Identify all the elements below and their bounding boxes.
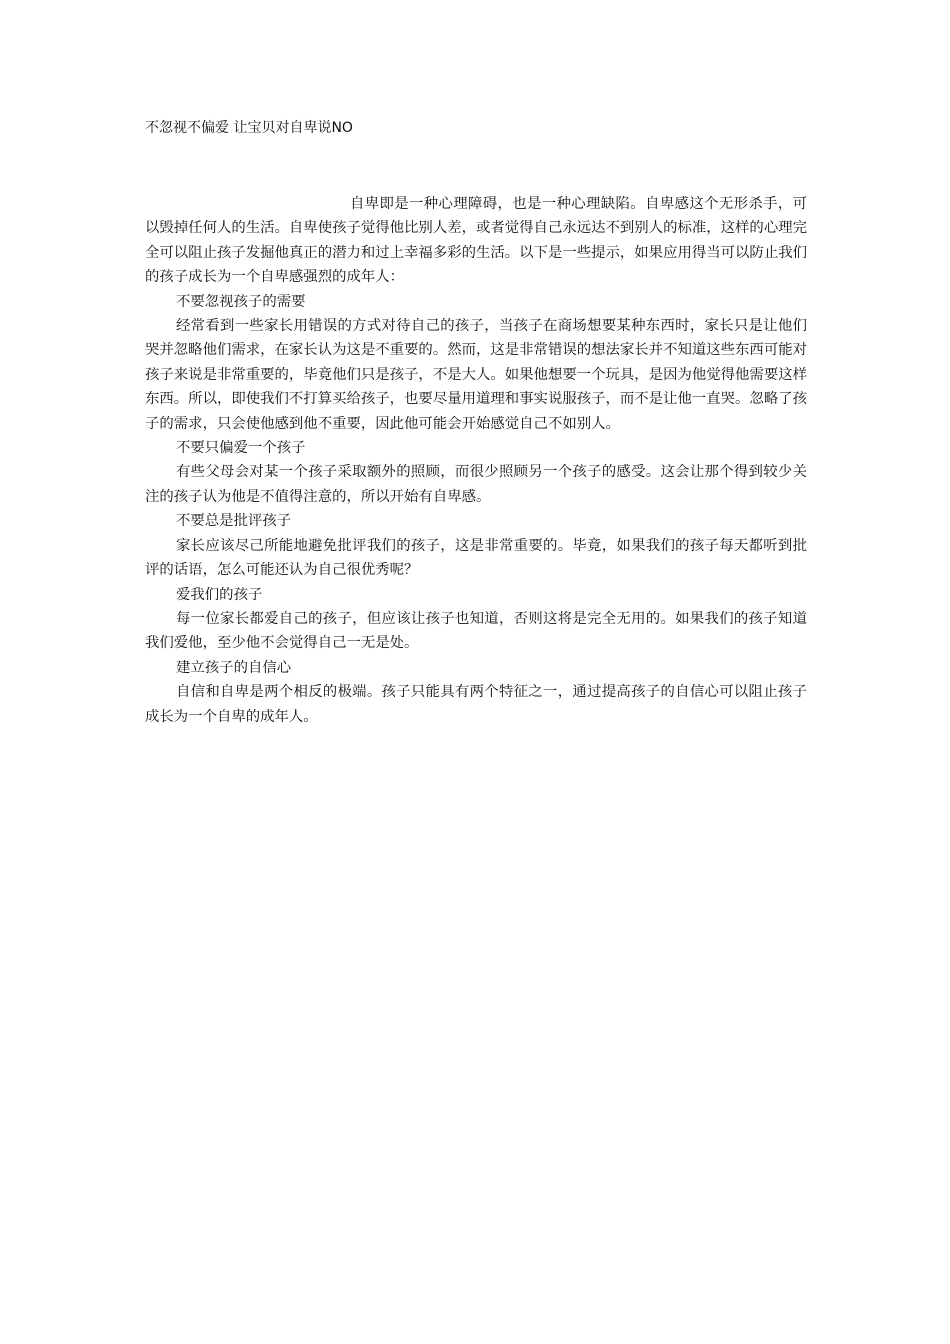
section-paragraph: 家长应该尽己所能地避免批评我们的孩子，这是非常重要的。毕竟，如果我们的孩子每天都听到批评的话语，怎么可能还认为自己很优秀呢？	[145, 537, 807, 579]
section-paragraph: 每一位家长都爱自己的孩子，但应该让孩子也知道，否则这将是完全无用的。如果我们的孩子知道我们爱他，至少他不会觉得自己一无是处。	[145, 610, 807, 652]
section-heading: 不要总是批评孩子	[176, 513, 292, 530]
section-heading: 爱我们的孩子	[176, 586, 263, 603]
document-body	[145, 192, 807, 729]
document-title: 不忽视不偏爱 让宝贝对自卑说NO	[145, 120, 353, 136]
intro-paragraph: 自卑即是一种心理障碍，也是一种心理缺陷。自卑感这个无形杀手，可以毁掉任何人的生活。自卑使孩子觉得他比别人差，或者觉得自己永远达不到别人的标准，这样的心理完全可以阻止孩子发掘他真正的潜力和过上幸福多彩的生活。以下是一些提示，如果应用得当可以防止我们的孩子成长为一个自卑感强烈的成年人：	[145, 196, 807, 286]
section-paragraph: 有些父母会对某一个孩子采取额外的照顾，而很少照顾另一个孩子的感受。这会让那个得到较少关注的孩子认为他是不值得注意的，所以开始有自卑感。	[145, 464, 807, 505]
section-heading: 建立孩子的自信心	[176, 659, 292, 676]
section-heading: 不要忽视孩子的需要	[176, 293, 306, 310]
section-paragraph: 自信和自卑是两个相反的极端。孩子只能具有两个特征之一，通过提高孩子的自信心可以阻止孩子成长为一个自卑的成年人。	[145, 684, 807, 725]
section-paragraph: 经常看到一些家长用错误的方式对待自己的孩子，当孩子在商场想要某种东西时，家长只是让他们哭并忽略他们需求，在家长认为这是不重要的。然而，这是非常错误的想法家长并不知道这些东西可能对孩子来说是非常重要的，毕竟他们只是孩子，不是大人。如果他想要一个玩具，是因为他觉得他需要这样东西。所以，即使我们不打算买给孩子，也要尽量用道理和事实说服孩子，而不是让他一直哭。忽略了孩子的需求，只会使他感到他不重要，因此他可能会开始感觉自己不如别人。	[145, 318, 807, 432]
section-heading: 不要只偏爱一个孩子	[176, 440, 306, 457]
